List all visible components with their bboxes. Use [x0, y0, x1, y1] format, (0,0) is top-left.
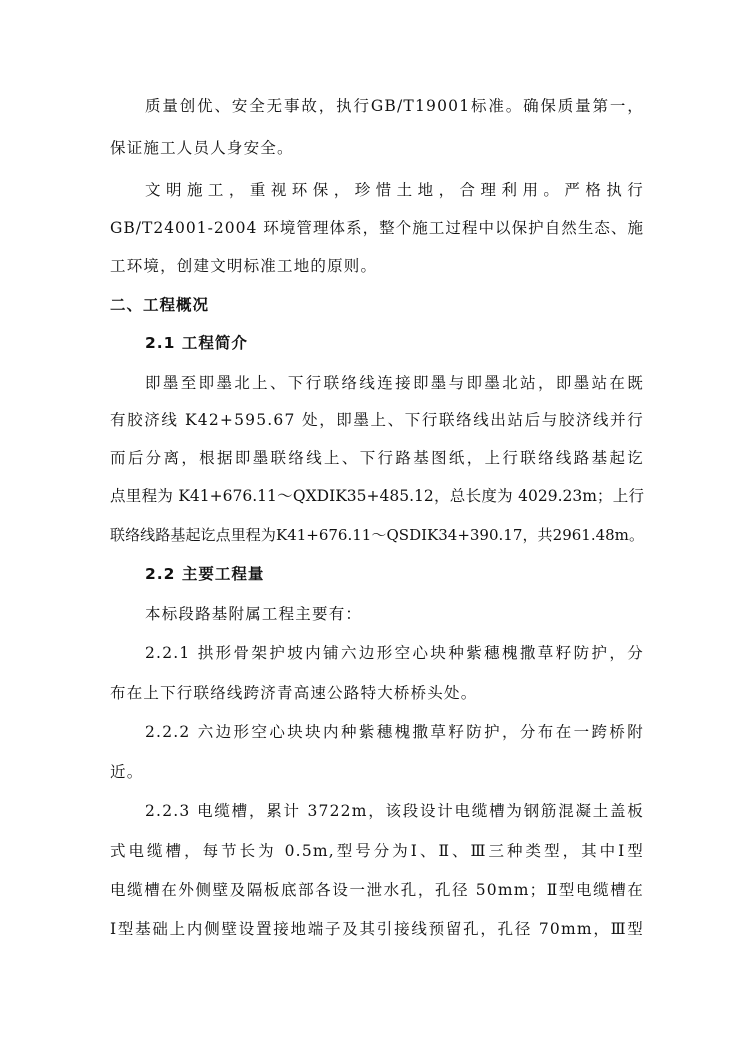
- paragraph-line: 联络线路基起讫点里程为K41+676.11～QSDIK34+390.17，共2961.48m。: [110, 526, 644, 544]
- paragraph-line: 保证施工人员人身安全。: [110, 139, 294, 157]
- paragraph-line: 而后分离，根据即墨联络线上、下行路基图纸，上行联络线路基起讫: [110, 449, 644, 467]
- paragraph-line: 点里程为 K41+676.11～QXDIK35+485.12，总长度为 4029.23m；上行: [110, 487, 644, 505]
- paragraph-line: 本标段路基附属工程主要有：: [145, 605, 363, 623]
- paragraph-line: 有胶济线 K42+595.67 处，即墨上、下行联络线出站后与胶济线并行: [110, 411, 644, 429]
- paragraph-line: 近。: [110, 763, 144, 781]
- paragraph-line: 2.2.2 六边形空心块块内种紫穗槐撒草籽防护，分布在一跨桥附: [145, 723, 644, 741]
- paragraph-line: GB/T24001-2004 环境管理体系，整个施工过程中以保护自然生态、施: [110, 219, 644, 237]
- paragraph-line: 文明施工，重视环保，珍惜土地，合理利用。严格执行: [145, 181, 644, 199]
- paragraph-line: 电缆槽在外侧壁及隔板底部各设一泄水孔，孔径 50mm；Ⅱ型电缆槽在: [110, 881, 644, 899]
- subsection-heading: 2.1 工程简介: [145, 334, 248, 352]
- paragraph-line: 布在上下行联络线跨济青高速公路特大桥桥头处。: [110, 684, 478, 702]
- paragraph-line: 工环境，创建文明标准工地的原则。: [110, 257, 378, 275]
- paragraph-line: 质量创优、安全无事故，执行GB/T19001标准。确保质量第一，: [145, 97, 644, 115]
- subsection-heading: 2.2 主要工程量: [145, 565, 265, 583]
- paragraph-line: 2.2.3 电缆槽，累计 3722m，该段设计电缆槽为钢筋混凝土盖板: [145, 802, 644, 820]
- paragraph-line: 即墨至即墨北上、下行联络线连接即墨与即墨北站，即墨站在既: [145, 374, 644, 392]
- paragraph-line: 式电缆槽，每节长为 0.5m,型号分为Ⅰ、Ⅱ、Ⅲ三种类型，其中Ⅰ型: [110, 842, 644, 860]
- paragraph-line: 2.2.1 拱形骨架护坡内铺六边形空心块种紫穗槐撒草籽防护，分: [145, 644, 644, 662]
- paragraph-line: Ⅰ型基础上内侧壁设置接地端子及其引接线预留孔，孔径 70mm，Ⅲ型: [110, 920, 644, 938]
- section-heading: 二、工程概况: [110, 296, 210, 314]
